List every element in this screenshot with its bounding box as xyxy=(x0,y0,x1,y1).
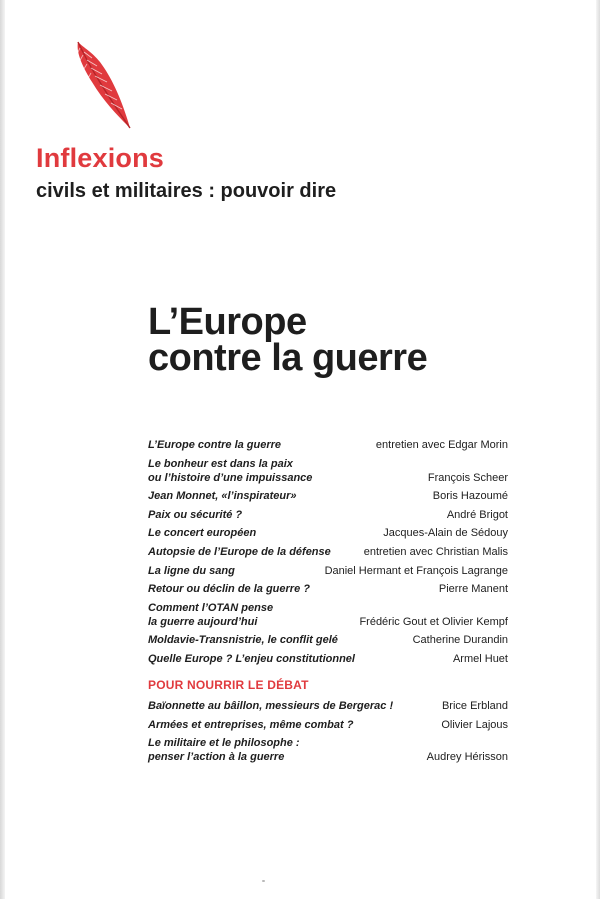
toc-entry xyxy=(148,526,508,540)
toc-entry-author: François Scheer xyxy=(427,471,508,484)
toc-entry xyxy=(148,489,508,503)
toc-entry-author: Armel Huet xyxy=(452,652,508,665)
toc-entry xyxy=(148,633,508,647)
toc-entry-title: Autopsie de l’Europe de la défense xyxy=(148,545,331,558)
toc-entry-author: Brice Erbland xyxy=(441,699,508,712)
feather-icon xyxy=(70,38,134,130)
toc-entry xyxy=(148,718,508,732)
toc-entry xyxy=(148,564,508,578)
table-of-contents xyxy=(148,438,508,769)
section-heading: POUR NOURRIR LE DÉBAT xyxy=(148,677,309,692)
toc-entry xyxy=(148,601,508,629)
toc-entry-title: Retour ou déclin de la guerre ? xyxy=(148,583,310,596)
toc-entry-author: Daniel Hermant et François Lagrange xyxy=(324,564,508,577)
toc-entry xyxy=(148,582,508,596)
toc-entry-author: entretien avec Christian Malis xyxy=(363,545,508,558)
toc-entry-author: Catherine Durandin xyxy=(412,634,508,647)
toc-entry-title: Quelle Europe ? L’enjeu constitutionnel xyxy=(148,652,355,665)
issue-title-line: L’Europe xyxy=(148,301,307,343)
toc-entry-author: Audrey Hérisson xyxy=(426,751,508,764)
toc-entry-title: Moldavie-Transnistrie, le conflit gelé xyxy=(148,634,338,647)
toc-entry-title: Paix ou sécurité ? xyxy=(148,508,243,521)
toc-entry-author: Jacques-Alain de Sédouy xyxy=(383,527,508,540)
toc-entry-title: Armées et entreprises, même combat ? xyxy=(148,718,354,731)
toc-entry-title: Comment l’OTAN pense la guerre aujourd’hui xyxy=(148,601,274,628)
toc-entry xyxy=(148,438,508,452)
toc-entry-author: Frédéric Gout et Olivier Kempf xyxy=(359,615,508,628)
toc-entry xyxy=(148,736,508,764)
toc-entry-author: entretien avec Edgar Morin xyxy=(375,439,508,451)
toc-entry-author: André Brigot xyxy=(446,508,508,521)
toc-entry-title: La ligne du sang xyxy=(148,564,235,577)
page-edge-right xyxy=(596,0,600,899)
toc-entry-author: Olivier Lajous xyxy=(441,718,508,731)
issue-title xyxy=(148,301,508,379)
toc-entry-title: Le militaire et le philosophe : penser l’action à la guerre xyxy=(148,737,300,764)
issue-title-line: contre la guerre xyxy=(148,337,428,379)
toc-entry-title: Le bonheur est dans la paix ou l’histoire d’une impuissance xyxy=(148,457,313,484)
toc-entry-title: Baïonnette au bâillon, messieurs de Bergerac ! xyxy=(148,699,394,712)
toc-entry xyxy=(148,699,508,713)
toc-debate-list xyxy=(148,699,508,764)
toc-entry xyxy=(148,652,508,666)
scan-speck xyxy=(262,880,265,882)
toc-entry-title: Le concert européen xyxy=(148,527,257,540)
toc-entry xyxy=(148,545,508,559)
toc-entry xyxy=(148,457,508,485)
page-edge-left xyxy=(0,0,5,899)
toc-entry-author: Boris Hazoumé xyxy=(432,490,508,503)
toc-entry-author: Pierre Manent xyxy=(438,583,508,596)
toc-main-list xyxy=(148,438,508,666)
toc-entry-title: Jean Monnet, «l’inspirateur» xyxy=(148,490,297,503)
toc-entry-title: L’Europe contre la guerre xyxy=(148,439,282,451)
brand-name: Inflexions xyxy=(36,143,165,173)
brand-tagline: civils et militaires : pouvoir dire xyxy=(36,180,337,202)
toc-entry xyxy=(148,508,508,522)
